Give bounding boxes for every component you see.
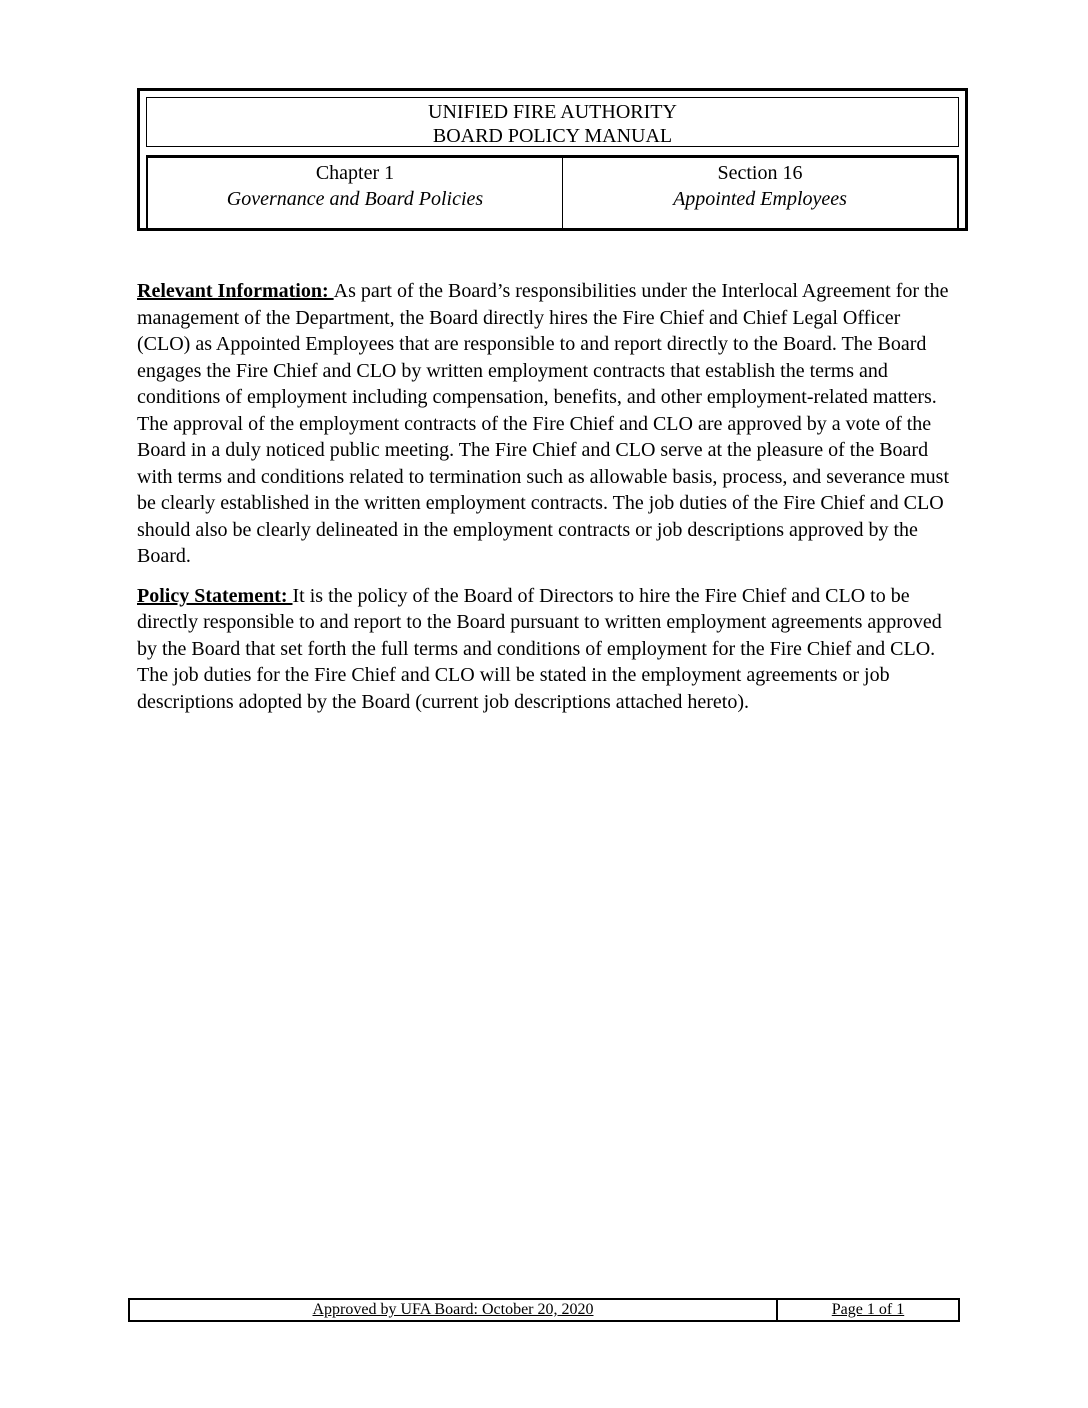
approval-cell xyxy=(130,1300,778,1320)
relevant-information-paragraph xyxy=(137,278,949,570)
chapter-title: Governance and Board Policies xyxy=(226,188,484,210)
policy-statement-text: It is the policy of the Board of Directors to hire the Fire Chief and CLO to be directly responsible to and report to the Board pursuant to written employment agreements approved by the Board that set forth the full terms and conditions of employment for the Fire Chief and CLO. The job duties for the Fire Chief and CLO will be stated in the employment agreements or job descriptions adopted by the Board (current job descriptions attached hereto). xyxy=(137,584,942,713)
policy-statement-paragraph xyxy=(137,583,949,716)
approval-text: Approved by UFA Board: October 20, 2020 xyxy=(312,1301,594,1318)
section-cell xyxy=(563,158,957,228)
section-label: Section 16 xyxy=(717,162,803,184)
policy-header xyxy=(137,88,968,231)
organization-name: UNIFIED FIRE AUTHORITY xyxy=(428,101,677,123)
page-footer xyxy=(128,1298,960,1322)
chapter-cell xyxy=(148,158,563,228)
manual-name: BOARD POLICY MANUAL xyxy=(432,125,673,147)
page-number-cell xyxy=(778,1300,958,1320)
chapter-section-row xyxy=(146,155,959,228)
chapter-label: Chapter 1 xyxy=(315,162,395,184)
policy-statement-heading: Policy Statement: xyxy=(137,584,293,607)
relevant-information-text: As part of the Board’s responsibilities under the Interlocal Agreement for the management of the Department, the Board directly hires the Fire Chief and Chief Legal Officer (CLO) as Appointed Employees that are responsible to and report directly to the Board. The Board engages the Fire Chief and CLO by written employment contracts that establish the terms and conditions of employment including compensation, benefits, and other employment-related matters. The approval of the employment contracts of the Fire Chief and CLO are approved by a vote of the Board in a duly noticed public meeting. The Fire Chief and CLO serve at the pleasure of the Board with terms and conditions related to termination such as allowable basis, process, and severance must be clearly established in the written employment contracts. The job duties of the Fire Chief and CLO should also be clearly delineated in the employment contracts or job descriptions approved by the Board. xyxy=(137,280,950,567)
document-body xyxy=(137,278,949,728)
manual-title xyxy=(146,97,959,147)
page-number: Page 1 of 1 xyxy=(831,1301,905,1318)
section-title: Appointed Employees xyxy=(673,188,847,210)
relevant-information-heading: Relevant Information: xyxy=(137,280,334,302)
